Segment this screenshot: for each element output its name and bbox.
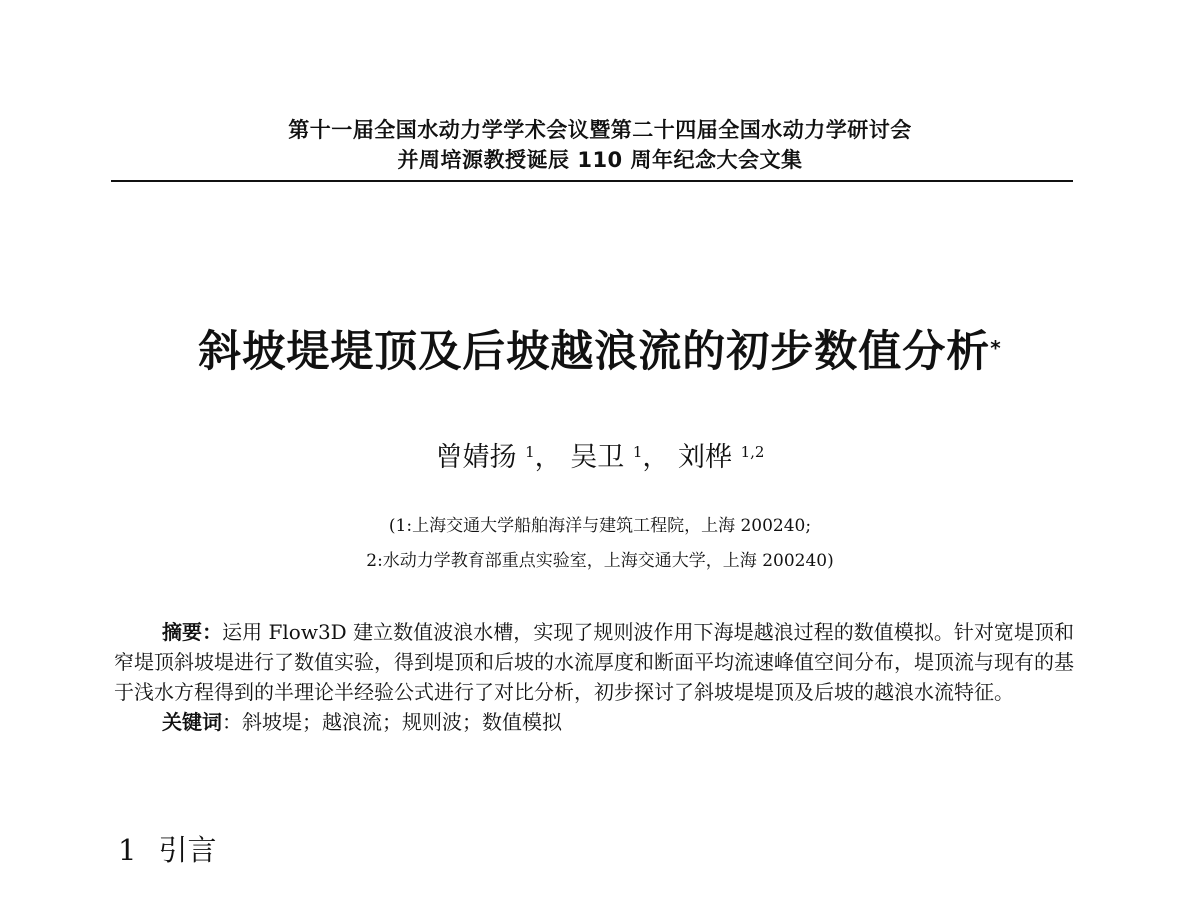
- abstract-label: 摘要: [162, 620, 203, 644]
- header-rule: [111, 180, 1073, 182]
- author-name: 曾婧扬: [435, 442, 517, 473]
- paper-title: [0, 322, 1200, 382]
- abstract-block: [114, 617, 1074, 737]
- paper-title-text: 斜坡堤堤顶及后坡越浪流的初步数值分析: [198, 327, 991, 377]
- affiliation-line: (1:上海交通大学船舶海洋与建筑工程院，上海 200240;: [388, 516, 812, 536]
- affiliation-line: 2:水动力学教育部重点实验室，上海交通大学，上海 200240): [366, 551, 834, 571]
- abstract-text: 运用 Flow3D 建立数值波浪水槽，实现了规则波作用下海堤越浪过程的数值模拟。针对宽堤顶和窄堤顶斜坡堤进行了数值实验，得到堤顶和后坡的水流厚度和断面平均流速峰值空间分布，堤顶流与现有的基于浅水方程得到的半理论半经验公式进行了对比分析，初步探讨了斜坡堤堤顶及后坡的越浪水流特征。: [114, 620, 1075, 704]
- author-name: 吴卫: [570, 442, 625, 473]
- author-separator: ，: [642, 442, 670, 473]
- author-affiliation-mark: 1: [632, 443, 643, 461]
- author-separator: ，: [534, 442, 562, 473]
- abstract-label-colon: ：: [202, 620, 223, 644]
- section-heading: [118, 830, 216, 870]
- author-affiliation-mark: 1: [525, 443, 535, 461]
- section-title: 引言: [158, 833, 217, 867]
- keywords-label-colon: ：: [222, 710, 242, 734]
- author-list: [0, 438, 1200, 478]
- title-footnote-mark: *: [990, 336, 1002, 360]
- keywords-label: 关键词: [162, 710, 222, 734]
- abstract-paragraph: [114, 617, 1074, 707]
- keywords-text: 斜坡堤；越浪流；规则波；数值模拟: [242, 710, 562, 734]
- proceedings-title-line-1: 第十一届全国水动力学学术会议暨第二十四届全国水动力学研讨会: [288, 118, 912, 142]
- author-name: 刘桦: [678, 442, 732, 473]
- keywords-line: [114, 707, 1074, 737]
- section-number: 1: [118, 833, 137, 867]
- proceedings-title-line-2: 并周培源教授诞辰 110 周年纪念大会文集: [397, 148, 803, 172]
- author-affiliation-mark: 1,2: [740, 443, 765, 461]
